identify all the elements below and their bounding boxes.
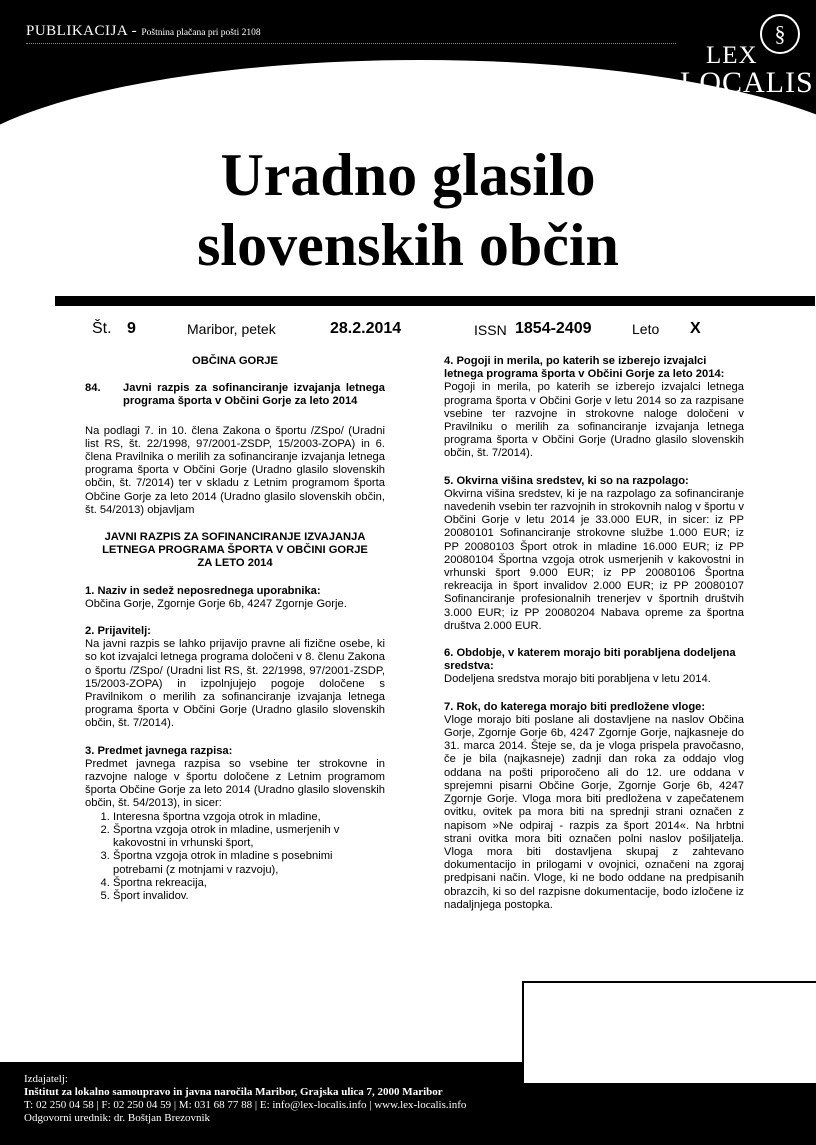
section-1-text: Občina Gorje, Zgornje Gorje 6b, 4247 Zgornje Gorje.: [85, 597, 347, 610]
municipality-heading: OBČINA GORJE: [192, 355, 278, 367]
issn-label: ISSN: [474, 322, 507, 338]
page-title: [0, 140, 816, 280]
section-1-heading: 1. Naziv in sedež neposrednega uporabnika:: [85, 584, 321, 597]
section-5-text: Okvirna višina sredstev, ki je na razpolago za sofinanciranje navedenih vsebin ter razvojnih in strokovnih nalog v športu v Občini Gorje v letu 2014 je 33.000 EUR, in sicer: iz PP 20080101 Sofinanciranje strokovne službe 1.000 EUR; iz PP 20080103 Šport otrok in mladine 16.000 EUR; iz PP 20080104 Športna vzgoja otrok usmerjenih v kakovostni in vrhunski šport 9.000 EUR; iz PP 20080106 Športna rekreacija in šport invalidov 2.000 EUR; iz PP 20080107 Sofinanciranje profesionalnih trenerjev v športnih društvih 3.000 EUR; iz PP 20080204 Nabava opreme za športna društva 2.000 EUR.: [444, 487, 744, 632]
section-3-text: Predmet javnega razpisa so vsebine ter strokovne in razvojne naloge v športu določene z Letnim programom športa Občine Gorje za leto 2014 (Uradno glasilo slovenskih občin, št. 54/2013), in sicer:: [85, 757, 385, 810]
list-item: 5. Šport invalidov.: [113, 890, 385, 903]
section-2-heading: 2. Prijavitelj:: [85, 625, 151, 638]
section-2-text: Na javni razpis se lahko prijavijo pravne ali fizične osebe, ki so kot izvajalci letnega programa določeni v 8. členu Zakona o športu /ZSpo/ (Uradni list RS, št. 22/1998, 97/2001-ZSDP, 15/2003-ZOPA) in izpolnjujejo pogoje določene s Pravilnikom o merilih za sofinanciranje izvajanja letnega programa športa v Občini Gorje (Uradno glasilo slovenskih občin, št. 7/2014).: [85, 638, 385, 730]
section-4-heading: 4. Pogoji in merila, po katerih se izberejo izvajalci letnega programa športa v Občini Gorje za leto 2014:: [444, 355, 725, 381]
article-title: Javni razpis za sofinanciranje izvajanja letnega programa športa v Občini Gorje za leto 2014: [123, 382, 385, 408]
blank-box: [522, 981, 816, 1085]
footer-publisher-label: Izdajatelj:: [24, 1073, 68, 1085]
razpis-title: JAVNI RAZPIS ZA SOFINANCIRANJE IZVAJANJA LETNEGA PROGRAMA ŠPORTA V OBČINI GORJE ZA LETO 2014: [102, 531, 368, 570]
section-7-text: Vloge morajo biti poslane ali dostavljene na naslov Občina Gorje, Zgornje Gorje 6b, 4247 Zgornje Gorje, najkasneje do 31. marca 2014. Šteje se, da je vloga prispela pravočasno, če je bila (najkasneje) zadnji dan roka za oddajo vlog oddana na pošti priporočeno ali do 12. ure oddana v sprejemni pisarni Občine Gorje, Zgornje Gorje 6b, 4247 Zgornje Gorje. Vloga mora biti predložena v zapečatenem ovitku, ovitek pa mora biti na sprednji strani označen z napisom »Ne odpiraj - razpis za šport 2014«. Na hrbtni strani ovitka mora biti označen polni naslov pošiljatelja. Vloga mora biti dostavljena skupaj z zahtevano dokumentacijo in prilogami v ovojnici, označeni na zgoraj predpisani način. Vloge, ki ne bodo oddane na predpisanih obrazcih, ki so del razpisne dokumentacije, bodo izločene iz nadaljnjega postopka.: [444, 713, 744, 911]
section-5-heading: 5. Okvirna višina sredstev, ki so na razpolago:: [444, 474, 689, 487]
intro-paragraph: Na podlagi 7. in 10. člena Zakona o športu /ZSpo/ (Uradni list RS, št. 22/1998, 97/2001-ZSDP, 15/2003-ZOPA) in 6. člena Pravilnika o merilih za sofinanciranje izvajanja letnega programa športa v Občini Gorje (Uradno glasilo slovenskih občin, št. 7/2014) ter v skladu z Letnim programom športa Občine Gorje za leto 2014 (Uradno glasilo slovenskih občin, št. 54/2013) objavljam: [85, 424, 385, 516]
article-heading: [85, 382, 385, 408]
issue-date: 28.2.2014: [330, 320, 402, 337]
year-label: Leto: [632, 321, 660, 337]
right-column: [444, 355, 744, 912]
postage-note: Poštnina plačana pri pošti 2108: [141, 28, 261, 38]
footer-editor: Odgovorni urednik: dr. Boštjan Brezovnik: [24, 1112, 211, 1124]
paragraph-icon: §: [760, 14, 800, 54]
publication-label: PUBLIKACIJA -: [26, 23, 138, 39]
logo-lex: LEX: [706, 42, 758, 69]
title-line-2: slovenskih občin: [197, 212, 619, 278]
section-3-list: [85, 811, 385, 903]
section-4-text: Pogoji in merila, po katerih se izberejo izvajalci letnega programa športa v Občini Gorje v letu 2014 so za razpisane vsebine ter razvojne in strokovne naloge določeni v Pravilniku o merilih za sofinanciranje izvajanja letnega programa športa v Občini Gorje (Uradno glasilo slovenskih občin, št. 7/2014).: [444, 381, 744, 460]
logo-localis: LOCALIS: [680, 66, 814, 99]
list-item: 4. Športna rekreacija,: [113, 877, 385, 890]
issue-place: Maribor, petek: [187, 321, 276, 337]
section-7-heading: 7. Rok, do katerega morajo biti predložene vloge:: [444, 700, 706, 713]
article-number: 84.: [85, 382, 101, 395]
section-3-heading: 3. Predmet javnega razpisa:: [85, 744, 233, 757]
issue-number: 9: [127, 320, 136, 337]
list-item: 2. Športna vzgoja otrok in mladine, usmerjenih v kakovostni in vrhunski šport,: [113, 824, 385, 850]
header-dotted-rule: [26, 43, 676, 44]
issn-value: 1854-2409: [515, 320, 592, 337]
publication-line: [26, 23, 261, 40]
section-6-heading: 6. Obdobje, v katerem morajo biti porabljena dodeljena sredstva:: [444, 647, 736, 673]
list-item: 1. Interesna športna vzgoja otrok in mladine,: [113, 811, 385, 824]
list-item: 3. Športna vzgoja otrok in mladine s posebnimi potrebami (z motnjami v razvoju),: [113, 850, 385, 876]
title-line-1: Uradno glasilo: [220, 142, 596, 208]
footer-contacts: T: 02 250 04 58 | F: 02 250 04 59 | M: 031 68 77 88 | E: info@lex-localis.info | www.lex-localis.info: [24, 1099, 467, 1111]
issue-number-label: Št.: [92, 320, 112, 337]
section-6-text: Dodeljena sredstva morajo biti porabljena v letu 2014.: [444, 673, 711, 686]
footer-publisher: Inštitut za lokalno samoupravo in javna naročila Maribor, Grajska ulica 7, 2000 Maribor: [24, 1086, 443, 1098]
year-value: X: [690, 320, 701, 337]
left-column: [85, 355, 385, 903]
title-rule: [55, 296, 815, 306]
